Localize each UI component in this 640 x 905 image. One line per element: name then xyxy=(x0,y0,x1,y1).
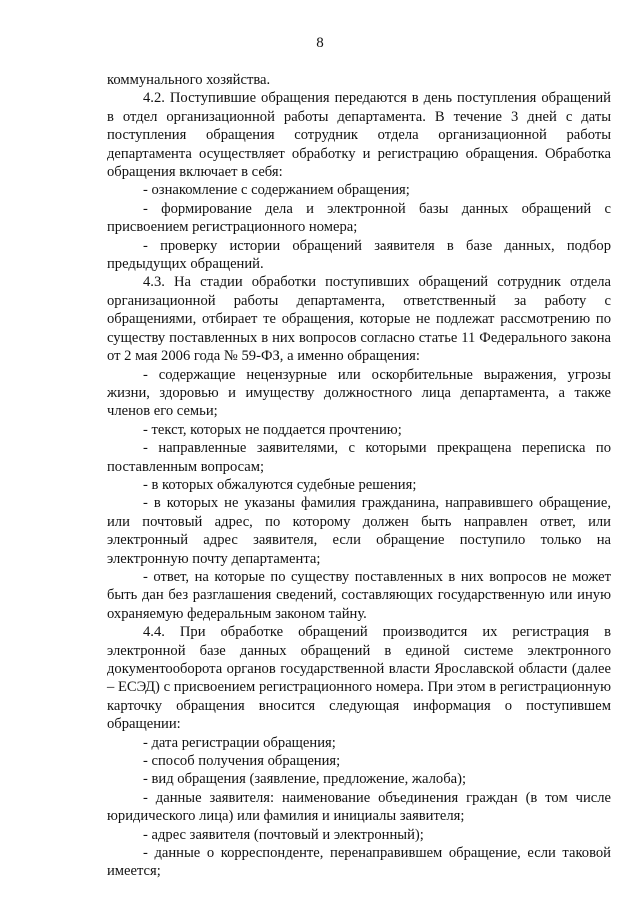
list-item: - данные заявителя: наименование объединения граждан (в том числе юридического лица) или фамилия и инициалы заявителя; xyxy=(107,789,611,825)
list-item: - способ получения обращения; xyxy=(143,753,341,770)
list-item: - проверку истории обращений заявителя в базе данных, подбор предыдущих обращений. xyxy=(107,237,611,273)
list-item: - дата регистрации обращения; xyxy=(143,734,336,751)
paragraph: коммунального хозяйства. xyxy=(107,72,271,88)
list-item: - ознакомление с содержанием обращения; xyxy=(143,182,410,199)
list-item: - направленные заявителями, с которыми прекращена переписка по поставленным вопросам; xyxy=(107,440,611,475)
list-item: - содержащие нецензурные или оскорбительные выражения, угрозы жизни, здоровью и имуществу должностного лица департамента, а также членов его семьи; xyxy=(107,366,611,420)
paragraph: 4.2. Поступившие обращения передаются в день поступления обращений в отдел организационной работы департамента. В течение 3 дней с даты поступления обращения сотрудник отдела организационной работы департамента осуществляет обработку и регистрацию обращения. Обработка обращения включает в себя: xyxy=(107,90,611,181)
document-body xyxy=(107,71,611,881)
list-item: - данные о корреспонденте, перенаправившем обращение, если таковой имеется; xyxy=(107,845,611,880)
list-item: - в которых не указаны фамилия гражданина, направившего обращение, или почтовый адрес, по которому должен быть направлен ответ, или электронный адрес заявителя, если обращение поступило только на электронную почту департамента; xyxy=(107,495,611,567)
list-item: - ответ, на которые по существу поставленных в них вопросов не может быть дан без разглашения сведений, составляющих государственную или иную охраняемую федеральным законом тайну. xyxy=(107,568,611,622)
list-item: - формирование дела и электронной базы данных обращений с присвоением регистрационного номера; xyxy=(107,200,611,236)
page-number: 8 xyxy=(316,35,324,51)
list-item: - адрес заявителя (почтовый и электронный); xyxy=(143,826,424,843)
paragraph: 4.4. При обработке обращений производится их регистрация в электронной базе данных обращений в единой системе электронного документооборота органов государственной власти Ярославской области (далее – ЕСЭД) с присвоением регистрационного номера. При этом в регистрационную карточку обращения вносится следующая информация о поступившем обращении: xyxy=(107,624,611,733)
list-item: - текст, которых не поддается прочтению; xyxy=(143,421,402,438)
list-item: - вид обращения (заявление, предложение, жалоба); xyxy=(143,771,467,788)
list-item: - в которых обжалуются судебные решения; xyxy=(143,476,417,493)
paragraph: 4.3. На стадии обработки поступивших обращений сотрудник отдела организационной работы департамента, ответственный за работу с обращениями, отбирает те обращения, которые не подлежат рассмотрению по существу поставленных в них вопросов согласно статье 11 Федерального закона от 2 мая 2006 года № 59-ФЗ, а именно обращения: xyxy=(107,274,611,365)
